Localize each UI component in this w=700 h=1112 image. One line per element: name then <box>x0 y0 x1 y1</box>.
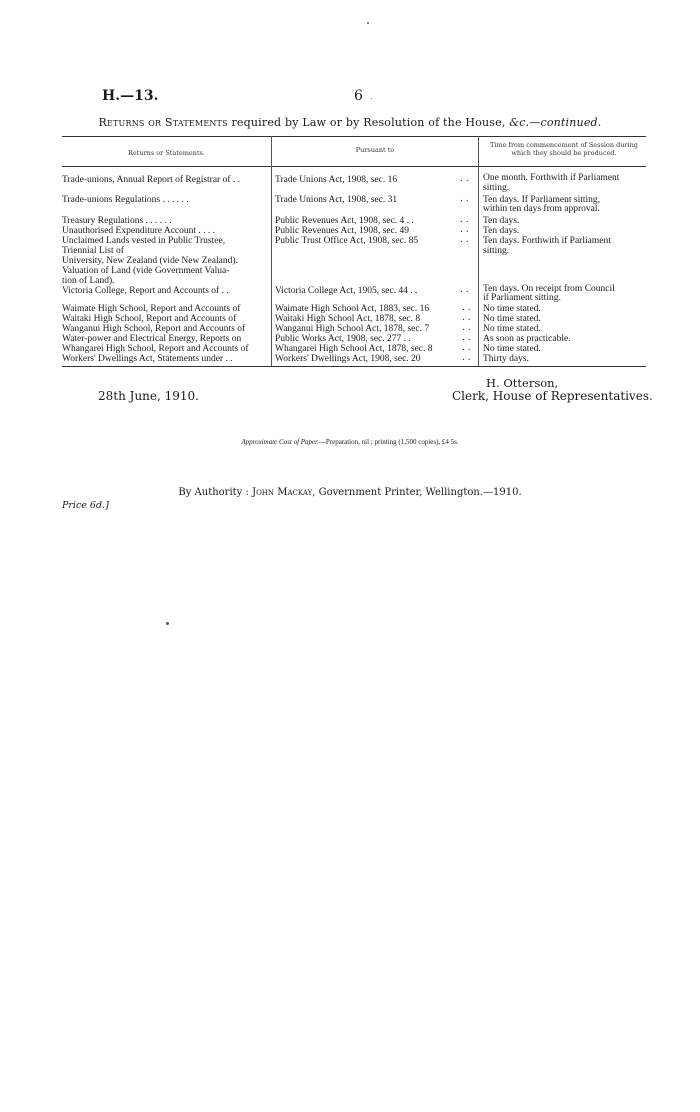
row-12-time: As soon as practicable. <box>483 334 571 344</box>
row-1-time-line-2: sitting. <box>483 183 510 193</box>
paper-speck <box>371 98 372 99</box>
row-14-pursuant: Workers' Dwellings Act, 1908, sec. 20 <box>275 354 421 364</box>
table-bottom-rule <box>62 366 646 367</box>
column-divider-2 <box>478 136 479 366</box>
row-5-time-line-2: sitting. <box>483 246 510 256</box>
row-5-returns-line-1: Unclaimed Lands vested in Public Trustee, <box>62 236 226 246</box>
row-10-returns: Waitaki High School, Report and Accounts of <box>62 314 237 324</box>
cost-label: Approximate Cost of Paper. <box>241 438 319 446</box>
document-date: 28th June, 1910. <box>98 389 199 403</box>
row-14-time: Thirty days. <box>483 354 529 364</box>
row-4-time: Ten days. <box>483 226 520 236</box>
leader-dots: . . <box>460 194 469 204</box>
leader-dots: . . <box>462 303 471 313</box>
cost-text: —Preparation, nil ; printing (1,500 copies), £4 5s. <box>318 438 459 446</box>
row-13-pursuant: Whangarei High School Act, 1878, sec. 8 <box>275 344 433 354</box>
title-part-1: Returns or Statements <box>98 116 228 129</box>
row-5-returns-line-2: Triennial List of <box>62 246 124 256</box>
page-title <box>0 116 700 129</box>
row-12-returns: Water-power and Electrical Energy, Reports on <box>62 334 242 344</box>
leader-dots: . . <box>462 343 471 353</box>
leader-dots: . . <box>462 313 471 323</box>
row-5-pursuant: Public Trust Office Act, 1908, sec. 85 <box>275 236 419 246</box>
authority-prefix: By Authority : <box>178 487 253 498</box>
table-header-rule <box>62 166 646 167</box>
row-9-returns: Waimate High School, Report and Accounts of <box>62 304 241 314</box>
row-2-time-line-1: Ten days. If Parliament sitting, <box>483 195 601 205</box>
printer-authority <box>0 487 700 498</box>
row-8-time-line-2: if Parliament sitting. <box>483 293 561 303</box>
table-top-rule <box>62 136 646 137</box>
leader-dots: . . <box>460 215 469 225</box>
leader-dots: . . <box>462 323 471 333</box>
row-3-pursuant: Public Revenues Act, 1908, sec. 4 . . <box>275 216 414 226</box>
signatory-name: H. Otterson, <box>486 376 559 390</box>
printer-name: John Mackay <box>252 487 313 498</box>
leader-dots: . . <box>460 174 469 184</box>
row-8-returns: Victoria College, Report and Accounts of . . <box>62 286 229 296</box>
row-6-returns: University, New Zealand (vide New Zealand). <box>62 256 238 266</box>
leader-dots: . . <box>462 353 471 363</box>
column-header-pursuant: Pursuant to <box>355 146 395 154</box>
row-1-time-line-1: One month. Forthwith if Parliament <box>483 173 620 183</box>
row-11-pursuant: Wanganui High School Act, 1878, sec. 7 <box>275 324 430 334</box>
row-10-pursuant: Waitaki High School Act, 1878, sec. 8 <box>275 314 421 324</box>
row-12-pursuant: Public Works Act, 1908, sec. 277 . . <box>275 334 411 344</box>
row-10-time: No time stated. <box>483 314 541 324</box>
row-14-returns: Workers' Dwellings Act, Statements under . . <box>62 354 233 364</box>
row-2-time-line-2: within ten days from approval. <box>483 204 600 214</box>
leader-dots: . . <box>460 225 469 235</box>
paper-speck <box>166 622 169 625</box>
row-9-time: No time stated. <box>483 304 541 314</box>
title-part-3: &c.—continued. <box>509 116 602 129</box>
leader-dots: . . <box>460 235 469 245</box>
page-number: 6 <box>354 88 363 104</box>
title-part-2: required by Law or by Resolution of the House, <box>227 116 510 129</box>
authority-suffix: , Government Printer, Wellington.—1910. <box>312 487 522 498</box>
row-4-returns: Unauthorised Expenditure Account . . . . <box>62 226 216 236</box>
row-4-pursuant: Public Revenues Act, 1908, sec. 49 <box>275 226 410 236</box>
row-7-returns-line-1: Valuation of Land (vide Government Valua- <box>62 266 230 276</box>
cost-note <box>0 438 700 446</box>
column-divider-1 <box>271 136 272 366</box>
column-header-returns: Returns or Statements. <box>128 149 205 157</box>
row-8-pursuant: Victoria College Act, 1905, sec. 44 . . <box>275 286 418 296</box>
row-13-time: No time stated. <box>483 344 541 354</box>
row-1-pursuant: Trade Unions Act, 1908, sec. 16 <box>275 175 398 185</box>
leader-dots: . . <box>462 333 471 343</box>
row-2-returns: Trade-unions Regulations . . . . . . <box>62 195 189 205</box>
paper-speck <box>367 22 369 24</box>
row-7-returns-line-2: tion of Land). <box>62 276 115 286</box>
row-2-pursuant: Trade Unions Act, 1908, sec. 31 <box>275 195 398 205</box>
row-13-returns: Whangarei High School, Report and Accounts of <box>62 344 249 354</box>
paper-code: H.—13. <box>102 88 159 104</box>
row-8-time-line-1: Ten days. On receipt from Council <box>483 284 615 294</box>
row-3-time: Ten days. <box>483 216 520 226</box>
row-5-time-line-1: Ten days. Forthwith if Parliament <box>483 236 611 246</box>
column-header-time: Time from commencement of Session during which they should be produced. <box>490 141 638 157</box>
leader-dots: . . <box>460 285 469 295</box>
returns-table <box>62 136 646 366</box>
price-note: Price 6d.] <box>62 500 109 511</box>
row-11-time: No time stated. <box>483 324 541 334</box>
signatory-title: Clerk, House of Representatives. <box>452 389 653 403</box>
row-1-returns: Trade-unions, Annual Report of Registrar of . . <box>62 175 241 185</box>
row-9-pursuant: Waimate High School Act, 1883, sec. 16 <box>275 304 430 314</box>
row-3-returns: Treasury Regulations . . . . . . <box>62 216 172 226</box>
row-11-returns: Wanganui High School, Report and Accounts of <box>62 324 246 334</box>
